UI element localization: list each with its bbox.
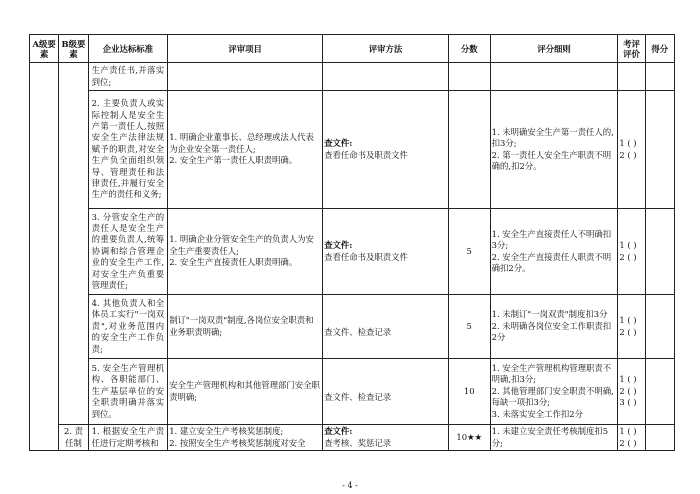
evaluation-cell bbox=[618, 91, 645, 209]
page-number: - 4 - bbox=[342, 481, 358, 490]
method-text: 查看任命书及职责文件 bbox=[324, 149, 408, 160]
points-cell bbox=[645, 91, 674, 209]
table-row bbox=[30, 425, 675, 451]
review-item-text: 1. 明确企业分管安全生产的负责人为安全生产重要责任人; 2. 安全生产直接责任人职责明确。 bbox=[169, 234, 314, 268]
table-row bbox=[30, 359, 675, 425]
criteria-text: 1. 安全生产直接责任人不明确扣3分; 2. 安全生产直接责任人职责不明确扣2分。 bbox=[491, 228, 612, 273]
criteria-cell bbox=[490, 91, 618, 209]
method-text: 查看任命书及职责文件 bbox=[324, 251, 408, 262]
evaluation-marks: 1 ( ) 2 ( ) bbox=[619, 138, 637, 160]
evaluation-cell bbox=[618, 295, 645, 359]
standard-cell: 1. 根据安全生产责任进行定期考核和 bbox=[88, 425, 168, 451]
b-level-cell bbox=[59, 63, 88, 425]
criteria-text: 1. 安全生产管理机构管理职责不明确,扣3分; 2. 其他管理部门安全职责不明确,每缺一项扣3分; 3. 未落实安全工作扣2分 bbox=[491, 362, 614, 419]
evaluation-marks: 1 ( ) 2 ( ) bbox=[619, 426, 637, 448]
method-text: 查考核、奖惩记录 bbox=[324, 437, 392, 448]
review-method-cell bbox=[323, 425, 449, 451]
method-label: 查文件: bbox=[324, 426, 353, 437]
score-cell: 5 bbox=[448, 295, 490, 359]
criteria-text: 1. 未制订"一岗双责"制度扣3分 2. 未明确各岗位安全工作职责扣2分 bbox=[491, 309, 612, 343]
method-label: 查文件: bbox=[324, 240, 353, 251]
standard-cell: 3. 分管安全生产的责任人是安全生产的重要负责人,统筹协调和综合管理企业的安全生产工作,对安全生产负重要管理责任; bbox=[88, 209, 168, 295]
score-cell: 10 bbox=[448, 359, 490, 425]
evaluation-cell bbox=[618, 209, 645, 295]
criteria-cell bbox=[490, 63, 618, 91]
points-cell bbox=[645, 63, 674, 91]
table-row bbox=[30, 295, 675, 359]
review-method-cell bbox=[323, 91, 449, 209]
criteria-cell bbox=[490, 295, 618, 359]
review-item-cell bbox=[168, 91, 323, 209]
method-text: 查文件、检查记录 bbox=[324, 326, 392, 337]
evaluation-marks: 1 ( ) 2 ( ) 3 ( ) bbox=[619, 374, 637, 408]
evaluation-cell bbox=[618, 63, 645, 91]
header-criteria: 评分细则 bbox=[490, 35, 618, 63]
review-item-text: 1. 建立安全生产考核奖惩制度; 2. 按照安全生产考核奖惩制度对安全 bbox=[169, 426, 306, 448]
criteria-cell bbox=[490, 359, 618, 425]
criteria-cell bbox=[490, 209, 618, 295]
standard-cell: 5. 安全生产管理机构、各职能部门、生产基层单位的安全职责明确并落实到位。 bbox=[88, 359, 168, 425]
score-cell: 10★★ bbox=[448, 425, 490, 451]
score-cell bbox=[448, 63, 490, 91]
review-method-cell bbox=[323, 359, 449, 425]
method-text: 查文件、检查记录 bbox=[324, 391, 392, 402]
score-cell bbox=[448, 91, 490, 209]
header-standard: 企业达标标准 bbox=[88, 35, 168, 63]
standard-cell: 2. 主要负责人或实际控制人是安全生产第一责任人,按照安全生产法律法规赋予的职责,对安全生产负全面组织领导、管理责任和法律责任,并履行安全生产的责任和义务; bbox=[88, 91, 168, 209]
score-cell: 5 bbox=[448, 209, 490, 295]
review-item-cell bbox=[168, 63, 323, 91]
header-row bbox=[30, 35, 675, 63]
header-review-method: 评审方法 bbox=[323, 35, 449, 63]
table-row bbox=[30, 91, 675, 209]
a-level-cell bbox=[30, 63, 59, 451]
b-level-cell: 2. 责任制 bbox=[59, 425, 88, 451]
review-method-cell bbox=[323, 209, 449, 295]
criteria-cell: 1. 未建立安全责任考核制度扣5分; bbox=[490, 425, 618, 451]
standard-cell: 生产责任书,并落实到位; bbox=[88, 63, 168, 91]
header-review-item: 评审项目 bbox=[168, 35, 323, 63]
points-cell bbox=[645, 209, 674, 295]
review-method-cell bbox=[323, 63, 449, 91]
points-cell bbox=[645, 425, 674, 451]
header-score: 分数 bbox=[448, 35, 490, 63]
review-item-text: 1. 明确企业董事长、总经理或法人代表为企业安全第一责任人; 2. 安全生产第一责任人职责明确。 bbox=[169, 132, 314, 166]
table-row bbox=[30, 209, 675, 295]
points-cell bbox=[645, 295, 674, 359]
standard-cell: 4. 其他负责人和全体员工实行"一岗双责",对业务范围内的安全生产工作负责; bbox=[88, 295, 168, 359]
method-label: 查文件: bbox=[324, 138, 353, 149]
header-points: 得分 bbox=[645, 35, 674, 63]
header-evaluation: 考评评价 bbox=[618, 35, 645, 63]
review-method-cell bbox=[323, 295, 449, 359]
criteria-text: 1. 未明确安全生产第一责任人的,扣3分; 2. 第一责任人安全生产职责不明确的,扣2分。 bbox=[491, 126, 614, 171]
evaluation-table bbox=[29, 34, 675, 451]
review-item-cell: 安全生产管理机构和其他管理部门安全职责明确; bbox=[168, 359, 323, 425]
table-row bbox=[30, 63, 675, 91]
evaluation-cell bbox=[618, 425, 645, 451]
evaluation-cell bbox=[618, 359, 645, 425]
evaluation-marks: 1 ( ) 2 ( ) bbox=[619, 240, 637, 262]
points-cell bbox=[645, 359, 674, 425]
review-item-cell bbox=[168, 425, 323, 451]
review-item-cell: 制订"一岗双责"制度,各岗位安全职责和业务职责明确; bbox=[168, 295, 323, 359]
header-a-level: A级要素 bbox=[30, 35, 59, 63]
review-item-cell bbox=[168, 209, 323, 295]
header-b-level: B级要素 bbox=[59, 35, 88, 63]
evaluation-marks: 1 ( ) 2 ( ) bbox=[619, 315, 637, 337]
